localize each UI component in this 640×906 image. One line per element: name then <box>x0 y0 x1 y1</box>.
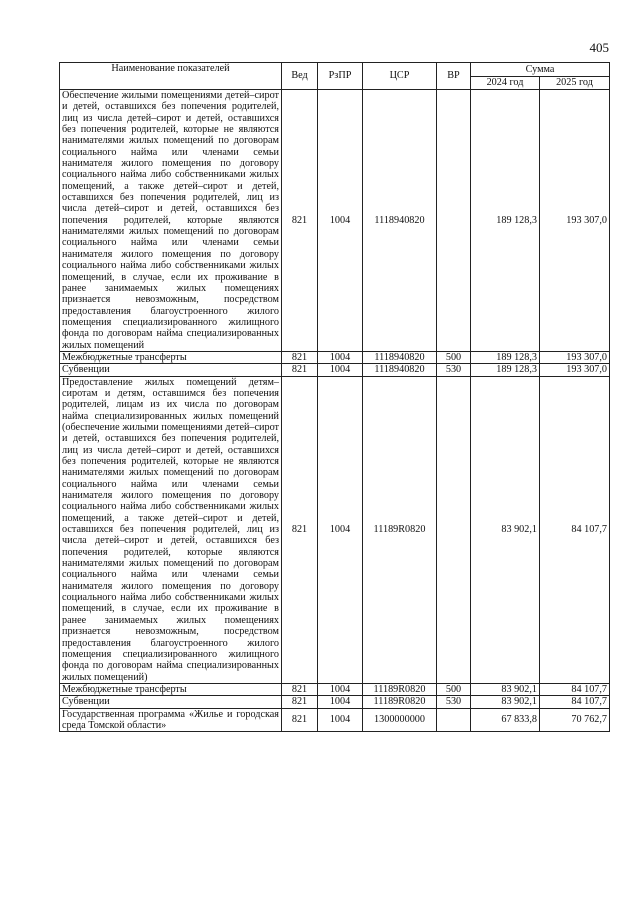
table-row <box>60 351 610 363</box>
table-row <box>60 364 610 376</box>
page-number: 405 <box>589 40 609 55</box>
header-year-2025: 2025 год <box>540 77 610 90</box>
row-vr <box>437 708 471 732</box>
row-sum-2025: 70 762,7 <box>540 708 610 732</box>
budget-table <box>59 62 610 732</box>
row-name: Межбюджетные трансферты <box>60 351 282 363</box>
row-csr: 1118940820 <box>363 364 437 376</box>
row-csr: 11189R0820 <box>363 376 437 683</box>
row-sum-2024: 67 833,8 <box>471 708 540 732</box>
row-ved: 821 <box>282 696 318 708</box>
row-ved: 821 <box>282 708 318 732</box>
row-csr: 11189R0820 <box>363 683 437 695</box>
row-ved: 821 <box>282 683 318 695</box>
row-csr: 1118940820 <box>363 351 437 363</box>
row-sum-2024: 189 128,3 <box>471 364 540 376</box>
header-rzpr: РзПР <box>318 63 363 90</box>
row-vr: 530 <box>437 364 471 376</box>
row-name: Обеспечение жилыми помещениями детей–сирот и детей, оставшихся без попечения родителей, лиц из числа детей–сирот и детей, оставшихся без попечения родителей, которые не являются нанимателями жилых помещений по договорам социального найма или членами семьи нанимателя жилого помещения по договору социального найма либо собственниками жилых помещений, а также детей–сирот и детей, оставшихся без попечения родителей, лиц из числа детей–сирот и детей, оставшихся без попечения родителей, которые являются нанимателями жилых помещений по договорам социального найма или членами семьи нанимателя жилого помещения по договору социального найма либо собственниками жилых помещений, в случае, если их проживание в ранее занимаемых жилых помещениях признается невозможным, посредством предоставления благоустроенного жилого помещения специализированного жилищного фонда по договорам найма специализированных жилых помещений <box>60 90 282 352</box>
row-csr: 11189R0820 <box>363 696 437 708</box>
row-sum-2025: 193 307,0 <box>540 364 610 376</box>
row-sum-2024: 83 902,1 <box>471 696 540 708</box>
row-vr: 530 <box>437 696 471 708</box>
row-sum-2024: 83 902,1 <box>471 683 540 695</box>
row-name: Субвенции <box>60 696 282 708</box>
row-ved: 821 <box>282 351 318 363</box>
row-sum-2024: 189 128,3 <box>471 90 540 352</box>
row-rzpr: 1004 <box>318 683 363 695</box>
header-csr: ЦСР <box>363 63 437 90</box>
row-sum-2025: 193 307,0 <box>540 90 610 352</box>
row-vr: 500 <box>437 683 471 695</box>
row-sum-2025: 84 107,7 <box>540 683 610 695</box>
table-row <box>60 708 610 732</box>
row-name: Субвенции <box>60 364 282 376</box>
header-ved: Вед <box>282 63 318 90</box>
row-ved: 821 <box>282 364 318 376</box>
header-year-2024: 2024 год <box>471 77 540 90</box>
row-rzpr: 1004 <box>318 364 363 376</box>
row-vr <box>437 90 471 352</box>
row-rzpr: 1004 <box>318 696 363 708</box>
row-sum-2024: 83 902,1 <box>471 376 540 683</box>
header-vr: ВР <box>437 63 471 90</box>
row-name: Государственная программа «Жилье и городская среда Томской области» <box>60 708 282 732</box>
row-vr: 500 <box>437 351 471 363</box>
row-vr <box>437 376 471 683</box>
row-ved: 821 <box>282 90 318 352</box>
row-ved: 821 <box>282 376 318 683</box>
row-name: Межбюджетные трансферты <box>60 683 282 695</box>
table-row <box>60 696 610 708</box>
row-csr: 1300000000 <box>363 708 437 732</box>
row-rzpr: 1004 <box>318 351 363 363</box>
header-sum: Сумма <box>471 63 610 77</box>
row-csr: 1118940820 <box>363 90 437 352</box>
row-sum-2024: 189 128,3 <box>471 351 540 363</box>
row-sum-2025: 84 107,7 <box>540 376 610 683</box>
row-name: Предоставление жилых помещений детям–сиротам и детям, оставшимся без попечения родителей, лицам из их числа по договорам найма специализированных жилых помещений (обеспечение жилыми помещениями детей–сирот и детей, оставшихся без попечения родителей, лиц из числа детей–сирот и детей, оставшихся без попечения родителей, которые не являются нанимателями жилых помещений по договорам социального найма или членами семьи нанимателя жилого помещения по договору социального найма либо собственниками жилых помещений, а также детей–сирот и детей, оставшихся без попечения родителей, лиц из числа детей–сирот и детей, оставшихся без попечения родителей, которые являются нанимателями жилых помещений по договорам социального найма или членами семьи нанимателя жилого помещения по договору социального найма либо собственниками жилых помещений, в случае, если их проживание в ранее занимаемых жилых помещениях признается невозможным, посредством предоставления благоустроенного жилого помещения специализированного жилищного фонда по договорам найма специализированных жилых помещений) <box>60 376 282 683</box>
row-rzpr: 1004 <box>318 708 363 732</box>
row-rzpr: 1004 <box>318 376 363 683</box>
row-sum-2025: 193 307,0 <box>540 351 610 363</box>
row-sum-2025: 84 107,7 <box>540 696 610 708</box>
table-row <box>60 90 610 352</box>
row-rzpr: 1004 <box>318 90 363 352</box>
header-name: Наименование показателей <box>60 63 282 90</box>
table-row <box>60 376 610 683</box>
table-row <box>60 683 610 695</box>
